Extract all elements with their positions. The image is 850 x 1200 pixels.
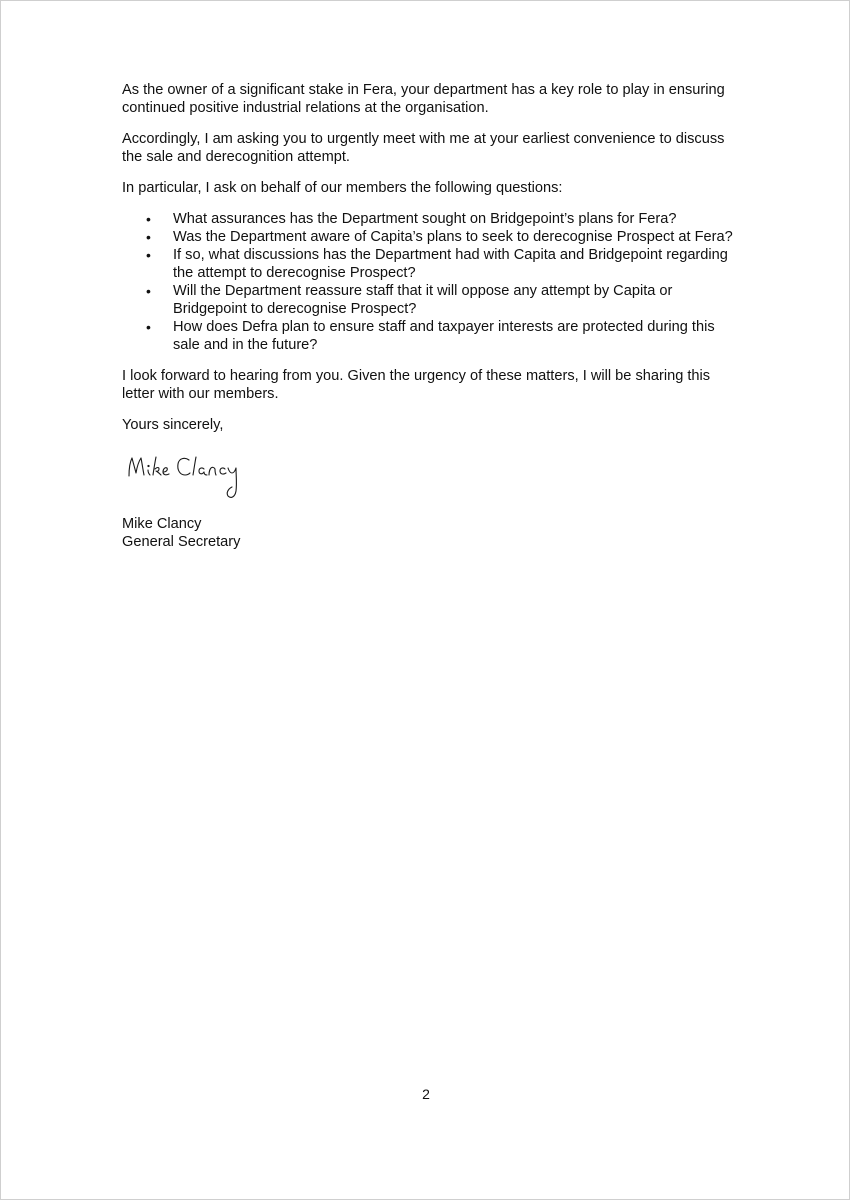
question-item: • How does Defra plan to ensure staff and taxpayer interests are protected during this sale and in the future? bbox=[173, 318, 742, 354]
valediction: Yours sincerely, bbox=[122, 417, 224, 433]
handwritten-signature bbox=[124, 451, 254, 511]
paragraph-stake: As the owner of a significant stake in Fera, your department has a key role to play in ensuring continued positive industrial relations at the organisation. bbox=[122, 82, 725, 116]
question-item: • Was the Department aware of Capita’s plans to seek to derecognise Prospect at Fera? bbox=[173, 228, 742, 246]
question-item: • What assurances has the Department sought on Bridgepoint’s plans for Fera? bbox=[173, 210, 742, 228]
signatory-title: General Secretary bbox=[122, 534, 241, 550]
paragraph-meeting-request: Accordingly, I am asking you to urgently meet with me at your earliest convenience to discuss the sale and derecognition attempt. bbox=[122, 131, 725, 165]
questions-list bbox=[122, 210, 742, 354]
question-item: • Will the Department reassure staff that it will oppose any attempt by Capita or Bridgepoint to derecognise Prospect? bbox=[173, 282, 742, 318]
signatory-name: Mike Clancy bbox=[122, 516, 202, 532]
letter-body bbox=[122, 81, 742, 551]
paragraph-questions-intro: In particular, I ask on behalf of our members the following questions: bbox=[122, 180, 563, 196]
page-number: 2 bbox=[422, 1086, 430, 1102]
question-item: • If so, what discussions has the Department had with Capita and Bridgepoint regarding the attempt to derecognise Prospect? bbox=[173, 246, 742, 282]
paragraph-closing: I look forward to hearing from you. Given the urgency of these matters, I will be sharing this letter with our members. bbox=[122, 368, 711, 402]
